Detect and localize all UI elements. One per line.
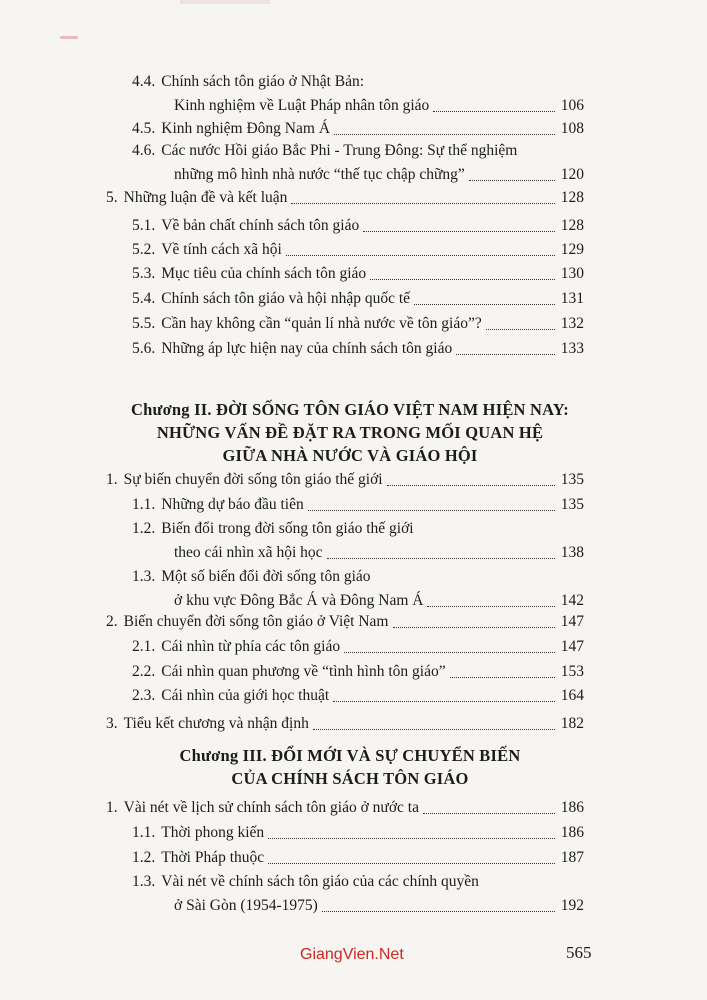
toc-number: 1.1.: [132, 496, 156, 513]
toc-page: 135: [560, 496, 584, 513]
toc-title: Chính sách tôn giáo và hội nhập quốc tế: [161, 290, 411, 307]
dot-leader: [344, 651, 555, 653]
toc-page: 108: [560, 120, 584, 137]
toc-entry-ch2-1-3: [132, 565, 584, 613]
toc-entry-ch2-2-3: [132, 684, 584, 708]
toc-title: Chính sách tôn giáo ở Nhật Bản:: [161, 73, 365, 90]
toc-title-cont: Kinh nghiệm về Luật Pháp nhân tôn giáo: [174, 97, 430, 114]
toc-entry-4-6: [132, 139, 584, 187]
dot-leader: [414, 303, 555, 305]
toc-entry-ch3-1: [106, 796, 584, 820]
toc-entry-ch2-3: [106, 712, 584, 736]
toc-page: 147: [560, 613, 584, 630]
dot-leader: [387, 484, 555, 486]
dot-leader: [450, 676, 555, 678]
dot-leader: [370, 278, 555, 280]
toc-entry-ch2-1: [106, 468, 584, 492]
dot-leader: [327, 557, 555, 559]
toc-page: 129: [560, 241, 584, 258]
toc-page: 182: [560, 715, 584, 732]
toc-number: 1.: [106, 799, 118, 816]
toc-title: Biến đổi trong đời sống tôn giáo thế giới: [161, 520, 414, 537]
toc-number: 2.1.: [132, 638, 156, 655]
dot-leader: [268, 862, 555, 864]
toc-entry-5: [106, 186, 584, 210]
toc-title: Thời Pháp thuộc: [161, 849, 265, 866]
page-mark: [60, 36, 78, 39]
toc-number: 5.1.: [132, 217, 156, 234]
toc-page: 142: [560, 592, 584, 609]
toc-number: 2.2.: [132, 663, 156, 680]
toc-number: 1.1.: [132, 824, 156, 841]
toc-page: 135: [560, 471, 584, 488]
toc-page: 147: [560, 638, 584, 655]
toc-page: 132: [560, 315, 584, 332]
toc-page: 131: [560, 290, 584, 307]
toc-title: Các nước Hồi giáo Bắc Phi - Trung Đông: Sự thể nghiệm: [161, 142, 518, 159]
dot-leader: [291, 202, 554, 204]
toc-entry-5-2: [132, 238, 584, 262]
toc-page: 138: [560, 544, 584, 561]
toc-number: 1.3.: [132, 568, 156, 585]
toc-number: 5.6.: [132, 340, 156, 357]
dot-leader: [308, 509, 555, 511]
toc-page: 187: [560, 849, 584, 866]
toc-number: 2.: [106, 613, 118, 630]
toc-title: Về tính cách xã hội: [161, 241, 282, 258]
dot-leader: [456, 353, 555, 355]
toc-page: 106: [560, 97, 584, 114]
toc-entry-4-5: [132, 117, 584, 141]
toc-page: 128: [560, 189, 584, 206]
toc-title: Về bản chất chính sách tôn giáo: [161, 217, 360, 234]
toc-entry-ch3-1-3: [132, 870, 584, 918]
toc-entry-ch2-1-1: [132, 493, 584, 517]
toc-entry-5-1: [132, 214, 584, 238]
toc-title: Cái nhìn của giới học thuật: [161, 687, 330, 704]
toc-number: 4.4.: [132, 73, 156, 90]
toc-title: Kinh nghiệm Đông Nam Á: [161, 120, 331, 137]
dot-leader: [363, 230, 555, 232]
dot-leader: [393, 626, 555, 628]
toc-page: 153: [560, 663, 584, 680]
dot-leader: [268, 837, 555, 839]
toc-number: 1.2.: [132, 520, 156, 537]
toc-number: 5.4.: [132, 290, 156, 307]
toc-number: 4.6.: [132, 142, 156, 159]
page-smudge: [180, 0, 270, 4]
toc-entry-5-4: [132, 287, 584, 311]
dot-leader: [334, 133, 555, 135]
page-number: 565: [566, 943, 592, 962]
toc-page: 128: [560, 217, 584, 234]
toc-entry-5-3: [132, 262, 584, 286]
toc-number: 1.2.: [132, 849, 156, 866]
chapter-heading-line: NHỮNG VẤN ĐỀ ĐẶT RA TRONG MỐI QUAN HỆ: [156, 423, 544, 442]
dot-leader: [313, 728, 555, 730]
toc-entry-ch3-1-2: [132, 846, 584, 870]
toc-page: 130: [560, 265, 584, 282]
toc-number: 5.5.: [132, 315, 156, 332]
toc-number: 5.3.: [132, 265, 156, 282]
toc-number: 5.: [106, 189, 118, 206]
toc-number: 1.3.: [132, 873, 156, 890]
dot-leader: [423, 812, 555, 814]
toc-title: Một số biến đổi đời sống tôn giáo: [161, 568, 371, 585]
chapter-heading-line: Chương II. ĐỜI SỐNG TÔN GIÁO VIỆT NAM HIỆN NAY:: [131, 400, 569, 419]
chapter-heading-line: GIỮA NHÀ NƯỚC VÀ GIÁO HỘI: [222, 446, 478, 465]
toc-entry-5-6: [132, 337, 584, 361]
toc-number: 2.3.: [132, 687, 156, 704]
toc-title: Những luận đề và kết luận: [123, 189, 288, 206]
toc-entry-ch2-1-2: [132, 517, 584, 565]
dot-leader: [469, 179, 555, 181]
toc-entry-5-5: [132, 312, 584, 336]
toc-title: Cần hay không cần “quản lí nhà nước về tôn giáo”?: [161, 315, 482, 332]
dot-leader: [486, 328, 555, 330]
chapter-2-heading: [100, 398, 600, 467]
toc-title: Những dự báo đầu tiên: [161, 496, 304, 513]
toc-title: Cái nhìn từ phía các tôn giáo: [161, 638, 341, 655]
toc-entry-ch2-2-1: [132, 635, 584, 659]
toc-number: 3.: [106, 715, 118, 732]
dot-leader: [286, 254, 555, 256]
toc-page: 133: [560, 340, 584, 357]
toc-entry-4-4: [132, 70, 584, 118]
toc-title: Sự biến chuyển đời sống tôn giáo thế giới: [123, 471, 383, 488]
toc-title: Tiểu kết chương và nhận định: [123, 715, 309, 732]
toc-title: Mục tiêu của chính sách tôn giáo: [161, 265, 367, 282]
dot-leader: [433, 110, 554, 112]
toc-title-cont: ở Sài Gòn (1954-1975): [174, 897, 318, 914]
toc-title: Những áp lực hiện nay của chính sách tôn giáo: [161, 340, 453, 357]
dot-leader: [322, 910, 555, 912]
toc-title: Vài nét về chính sách tôn giáo của các chính quyền: [161, 873, 479, 890]
toc-page: 186: [560, 799, 584, 816]
toc-page: 192: [560, 897, 584, 914]
toc-title: Vài nét về lịch sử chính sách tôn giáo ở nước ta: [123, 799, 419, 816]
toc-title: Biến chuyển đời sống tôn giáo ở Việt Nam: [123, 613, 389, 630]
toc-entry-ch2-2-2: [132, 660, 584, 684]
toc-number: 4.5.: [132, 120, 156, 137]
toc-title: Thời phong kiến: [161, 824, 265, 841]
toc-page: 164: [560, 687, 584, 704]
toc-number: 5.2.: [132, 241, 156, 258]
toc-page: 120: [560, 166, 584, 183]
toc-number: 1.: [106, 471, 118, 488]
chapter-heading-line: CỦA CHÍNH SÁCH TÔN GIÁO: [231, 769, 469, 788]
toc-title-cont: ở khu vực Đông Bắc Á và Đông Nam Á: [174, 592, 424, 609]
toc-title-cont: theo cái nhìn xã hội học: [174, 544, 323, 561]
toc-entry-ch2-2: [106, 610, 584, 634]
toc-title-cont: những mô hình nhà nước “thế tục chập chững”: [174, 166, 465, 183]
toc-title: Cái nhìn quan phương về “tình hình tôn giáo”: [161, 663, 446, 680]
dot-leader: [427, 605, 554, 607]
chapter-3-heading: [100, 744, 600, 790]
toc-page: 186: [560, 824, 584, 841]
dot-leader: [333, 700, 555, 702]
toc-entry-ch3-1-1: [132, 821, 584, 845]
watermark-site: GiangVien.Net: [300, 946, 404, 963]
chapter-heading-line: Chương III. ĐỔI MỚI VÀ SỰ CHUYỂN BIẾN: [179, 746, 521, 765]
